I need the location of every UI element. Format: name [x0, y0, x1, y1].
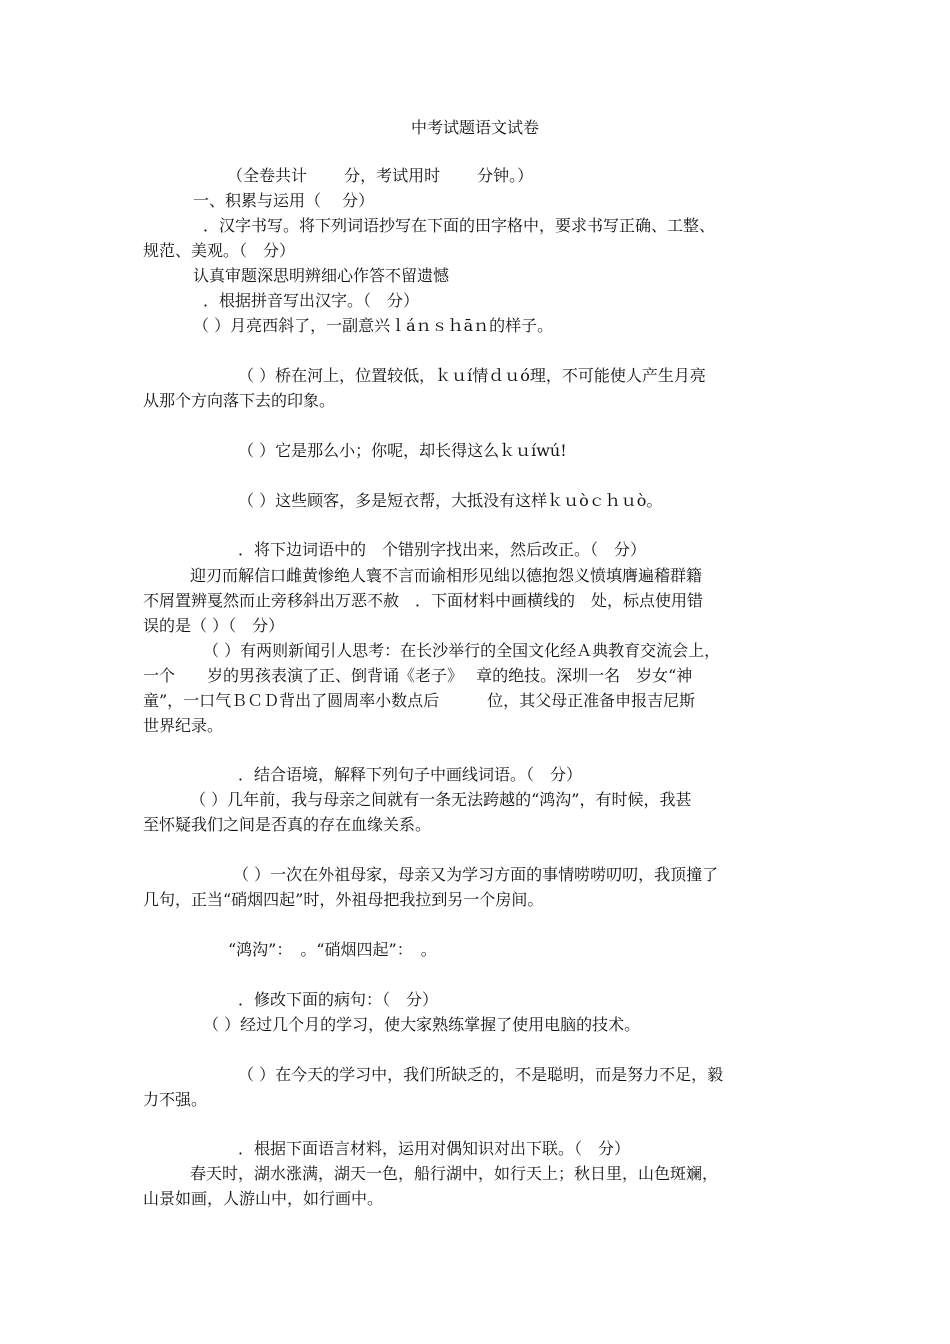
question-line: （ ）一次在外祖母家，母亲又为学习方面的事情唠唠叨叨，我顶撞了: [233, 865, 719, 884]
question-line: 一个 岁的男孩表演了正、倒背诵《老子》 章的绝技。深圳一名 岁女“神: [143, 666, 693, 685]
question-line: （ ）月亮西斜了，一副意兴ｌáｎｓｈāｎ的样子。: [193, 316, 554, 335]
question-line: 至怀疑我们之间是否真的存在血缘关系。: [143, 815, 432, 834]
question-line: 迎刃而解信口雌黄惨绝人寰不言而谕相形见绌以德抱怨义愤填膺遍稽群籍: [190, 566, 703, 585]
question-line: 世界纪录。: [143, 716, 224, 735]
question-line: （ ）在今天的学习中，我们所缺乏的，不是聪明，而是努力不足，毅: [238, 1065, 724, 1084]
question-line: 力不强。: [143, 1090, 208, 1109]
material-line: 山景如画，人游山中，如行画中。: [143, 1189, 384, 1208]
question-line: 误的是（ ）（ 分）: [143, 616, 285, 635]
question-line: （ ）它是那么小；你呢，却长得这么ｋｕíwú!: [238, 441, 567, 460]
question-line: ．根据拼音写出汉字。（ 分）: [203, 291, 420, 310]
question-line: （ ）桥在河上，位置较低，ｋｕí情ｄｕó理，不可能使人产生月亮: [238, 366, 706, 385]
question-line: （ ）几年前，我与母亲之间就有一条无法跨越的“鸿沟”，有时候，我甚: [190, 790, 692, 809]
question-line: （ ）有两则新闻引人思考：在长沙举行的全国文化经Ａ典教育交流会上，: [203, 641, 721, 660]
copy-text-line: 认真审题深思明辨细心作答不留遗憾: [193, 266, 450, 285]
question-line: 几句，正当“硝烟四起”时，外祖母把我拉到另一个房间。: [143, 890, 544, 909]
question-line: 规范、美观。（ 分）: [143, 241, 296, 260]
question-line: 不屑置辨戛然而止旁移斜出万恶不赦 ．下面材料中画横线的 处，标点使用错: [143, 591, 704, 610]
exam-info-line: （全卷共计 分，考试用时 分钟。）: [227, 166, 534, 185]
material-line: 春天时，湖水涨满，湖天一色，船行湖中，如行天上；秋日里，山色斑斓，: [190, 1164, 719, 1183]
section-heading: 一、积累与运用（ 分）: [193, 191, 375, 210]
question-line: ．修改下面的病句：（ 分）: [238, 990, 439, 1009]
answer-line: “鸿沟”： 。“硝烟四起”： 。: [228, 940, 437, 959]
question-line: （ ）这些顾客，多是短衣帮，大抵没有这样ｋｕòｃｈｕò。: [238, 491, 663, 510]
question-line: ．汉字书写。将下列词语抄写在下面的田字格中，要求书写正确、工整、: [203, 216, 716, 235]
question-line: ．结合语境，解释下列句子中画线词语。（ 分）: [238, 765, 583, 784]
question-line: ．将下边词语中的 个错别字找出来，然后改正。（ 分）: [238, 540, 647, 559]
question-line: 童”，一口气ＢＣＤ背出了圆周率小数点后 位，其父母正准备申报吉尼斯: [143, 691, 696, 710]
question-line: ．根据下面语言材料，运用对偶知识对出下联。（ 分）: [238, 1139, 631, 1158]
page-title: 中考试题语文试卷: [410, 118, 539, 137]
question-line: （ ）经过几个月的学习，使大家熟练掌握了使用电脑的技术。: [203, 1015, 641, 1034]
question-line: 从那个方向落下去的印象。: [143, 391, 336, 410]
